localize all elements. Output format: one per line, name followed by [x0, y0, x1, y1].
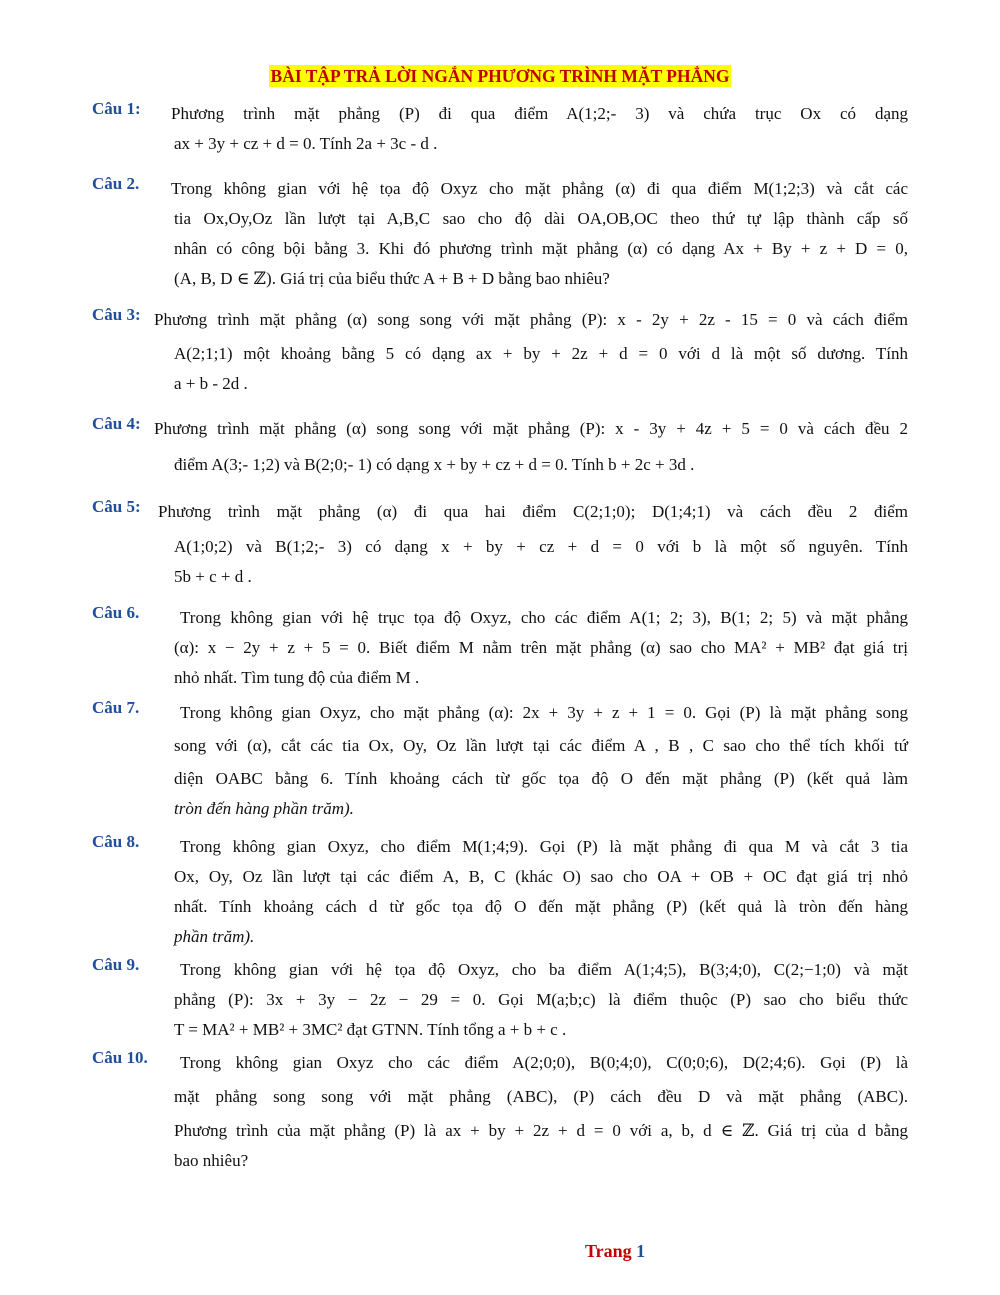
- question-line: điểm A(3;- 1;2) và B(2;0;- 1) có dạng x + by + cz + d = 0. Tính b + 2c + 3d .: [174, 455, 695, 474]
- question-label: Câu 8.: [92, 832, 140, 851]
- question-line: A(2;1;1) một khoảng bằng 5 có dạng ax + by + 2z + d = 0 với d là một số dương. Tính: [174, 344, 908, 363]
- question-line: mặt phẳng song song với mặt phẳng (ABC), (P) cách đều D và mặt phẳng (ABC).: [174, 1087, 908, 1106]
- question-2: [92, 174, 908, 294]
- page-number: 1: [636, 1241, 646, 1261]
- question-line: phẳng (P): 3x + 3y − 2z − 29 = 0. Gọi M(a;b;c) là điểm thuộc (P) sao cho biểu thức: [174, 990, 908, 1009]
- question-line: tròn đến hàng phần trăm).: [174, 799, 354, 818]
- question-line: Ox, Oy, Oz lần lượt tại các điểm A, B, C (khác O) sao cho OA + OB + OC đạt giá trị nhỏ: [174, 867, 908, 886]
- question-10: [92, 1048, 908, 1176]
- question-5: [92, 497, 908, 592]
- question-line: Trong không gian Oxyz, cho mặt phẳng (α): 2x + 3y + z + 1 = 0. Gọi (P) là mặt phẳng song: [180, 703, 908, 722]
- page-label: Trang: [585, 1241, 632, 1261]
- question-label: Câu 6.: [92, 603, 140, 622]
- question-8: [92, 832, 908, 952]
- question-label: Câu 2.: [92, 174, 140, 193]
- question-line: Trong không gian với hệ trục tọa độ Oxyz, cho các điểm A(1; 2; 3), B(1; 2; 5) và mặt phẳng: [180, 608, 908, 627]
- question-line: Phương trình mặt phẳng (P) đi qua điểm A(1;2;- 3) và chứa trục Ox có dạng: [171, 104, 908, 123]
- question-line: (A, B, D ∈ ℤ). Giá trị của biểu thức A + B + D bằng bao nhiêu?: [174, 269, 610, 288]
- question-label: Câu 3:: [92, 305, 141, 324]
- question-line: a + b - 2d .: [174, 374, 248, 393]
- question-line: nhỏ nhất. Tìm tung độ của điểm M .: [174, 668, 420, 687]
- question-label: Câu 10.: [92, 1048, 148, 1067]
- question-label: Câu 9.: [92, 955, 140, 974]
- question-1: [92, 99, 908, 159]
- question-line: nhân có công bội bằng 3. Khi đó phương trình mặt phẳng (α) có dạng Ax + By + z + D = 0,: [174, 239, 908, 258]
- question-7: [92, 698, 908, 824]
- question-line: Trong không gian Oxyz cho các điểm A(2;0;0), B(0;4;0), C(0;0;6), D(2;4;6). Gọi (P) là: [180, 1053, 908, 1072]
- question-line: Phương trình mặt phẳng (α) song song với mặt phẳng (P): x - 2y + 2z - 15 = 0 và cách điểm: [154, 310, 908, 329]
- question-label: Câu 7.: [92, 698, 140, 717]
- question-label: Câu 1:: [92, 99, 141, 118]
- question-line: Phương trình của mặt phẳng (P) là ax + by + 2z + d = 0 với a, b, d ∈ ℤ. Giá trị của d bằng: [174, 1121, 908, 1140]
- question-line: song với (α), cắt các tia Ox, Oy, Oz lần lượt tại các điểm A , B , C sao cho thể tích khối tứ: [174, 736, 908, 755]
- question-line: Trong không gian với hệ tọa độ Oxyz cho mặt phẳng (α) đi qua điểm M(1;2;3) và cắt các: [171, 179, 908, 198]
- question-9: [92, 955, 908, 1045]
- page-title: BÀI TẬP TRẢ LỜI NGẮN PHƯƠNG TRÌNH MẶT PHẲNG: [270, 66, 730, 86]
- question-line: Phương trình mặt phẳng (α) đi qua hai điểm C(2;1;0); D(1;4;1) và cách đều 2 điểm: [158, 502, 908, 521]
- question-line: A(1;0;2) và B(1;2;- 3) có dạng x + by + cz + d = 0 với b là một số nguyên. Tính: [174, 537, 908, 556]
- question-label: Câu 5:: [92, 497, 141, 516]
- question-6: [92, 603, 908, 693]
- question-line: phần trăm).: [174, 927, 255, 946]
- question-line: ax + 3y + cz + d = 0. Tính 2a + 3c - d .: [174, 134, 438, 153]
- question-line: nhất. Tính khoảng cách d từ gốc tọa độ O đến mặt phẳng (P) (kết quả là tròn đến hàng: [174, 897, 908, 916]
- question-line: tia Ox,Oy,Oz lần lượt tại A,B,C sao cho độ dài OA,OB,OC theo thứ tự lập thành cấp số: [174, 209, 908, 228]
- question-4: [92, 414, 908, 480]
- question-line: 5b + c + d .: [174, 567, 252, 586]
- question-label: Câu 4:: [92, 414, 141, 433]
- question-line: (α): x − 2y + z + 5 = 0. Biết điểm M nằm trên mặt phẳng (α) sao cho MA² + MB² đạt giá trị: [174, 638, 908, 657]
- question-line: diện OABC bằng 6. Tính khoảng cách từ gốc tọa độ O đến mặt phẳng (P) (kết quả làm: [174, 769, 908, 788]
- question-line: Trong không gian Oxyz, cho điểm M(1;4;9). Gọi (P) là mặt phẳng đi qua M và cắt 3 tia: [180, 837, 908, 856]
- question-line: Phương trình mặt phẳng (α) song song với mặt phẳng (P): x - 3y + 4z + 5 = 0 và cách đều 2: [154, 419, 908, 438]
- question-line: T = MA² + MB² + 3MC² đạt GTNN. Tính tổng a + b + c .: [174, 1020, 567, 1039]
- question-3: [92, 305, 908, 399]
- question-line: Trong không gian với hệ tọa độ Oxyz, cho ba điểm A(1;4;5), B(3;4;0), C(2;−1;0) và mặt: [180, 960, 908, 979]
- question-line: bao nhiêu?: [174, 1151, 249, 1170]
